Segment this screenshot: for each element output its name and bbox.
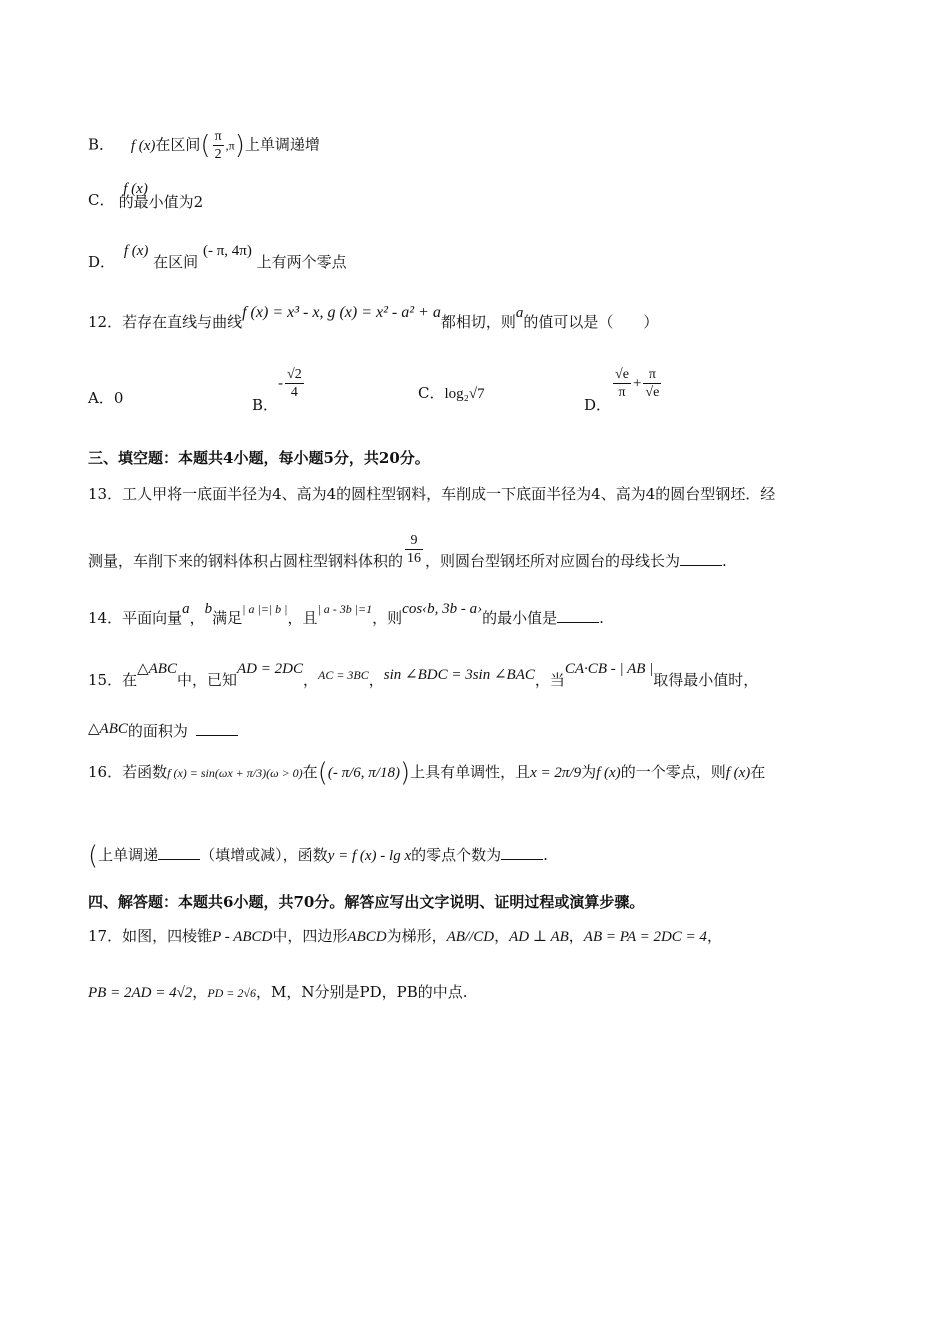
- q16-line2: (上单调递 （填增或减），函数y = f (x) - lg x的零点个数为 .: [88, 841, 548, 871]
- q15-line1: 15．在△ABC中，已知AD = 2DC，$_{AC = 3BC}$，sin ∠BDC = 3sin ∠BAC，当CA·CB - | AB |取得最小值时，: [88, 661, 759, 689]
- q14-answer-blank: [557, 608, 599, 623]
- section-3-title: 三、填空题：本题共4小题，每小题5分，共20分。: [88, 449, 430, 467]
- q15-answer-blank: [196, 721, 238, 736]
- q13-line2: 测量，车削下来的钢料体积占圆柱型钢料体积的 $\frac{9}{16}$ ，则圆台型钢坯所对应圆台的母线长为 .: [88, 533, 727, 570]
- q11-option-d: D． f (x) 在区间 (- π, 4π) 上有两个零点: [88, 243, 347, 271]
- q11-b-expr: f (x): [130, 137, 156, 154]
- q11-option-b: B． f (x)在区间( $\frac{\pi}{2}$ ,π)上单调递增: [88, 129, 320, 162]
- q12-option-b: B．- $\frac{√2}{4}$: [252, 367, 302, 414]
- q12-option-c: C．log₂√7: [418, 384, 485, 402]
- q13-line1: 13．工人甲将一底面半径为4、高为4的圆柱型钢料，车削成一下底面半径为4、高为4的圆台型钢坯．经: [88, 485, 776, 503]
- section-4-title: 四、解答题：本题共6小题，共70分。解答应写出文字说明、证明过程或演算步骤。: [88, 893, 645, 911]
- q14-line: 14．平面向量a，b满足| a |=| b |，且| a - 3b |=1，则cos‹b, 3b - a›的最小值是 .: [88, 601, 604, 627]
- q11-option-c: C． f (x) 的最小值为2: [88, 181, 204, 211]
- q17-line1: 17．如图，四棱锥P - ABCD中，四边形ABCD为梯形，AB//CD，AD ⊥ AB，AB = PA = 2DC = 4，: [88, 927, 722, 945]
- q12-option-d: D． $\frac{√e}{\pi}$ + $\frac{\pi}{√e}$: [584, 367, 660, 414]
- q13-answer-blank: [680, 551, 722, 566]
- q17-line2: PB = 2AD = 4√2，PD = 2√6，M，N分别是PD，PB的中点.: [88, 983, 468, 1001]
- q15-line2: △ABC的面积为: [88, 718, 238, 739]
- q16-line1: 16．若函数f (x) = sin(ωx + π/3)(ω > 0)在((- π/6, π/18))上具有单调性，且x = 2π/9为f (x)的一个零点，则f (x)在: [88, 758, 766, 788]
- q12-option-a: A．0: [88, 389, 124, 407]
- q12-expr: f (x) = x³ - x, g (x) = x² - a² + a: [242, 304, 441, 321]
- q16-blank-1: [158, 845, 200, 860]
- q16-blank-2: [501, 845, 543, 860]
- q12-stem: 12．若存在直线与曲线f (x) = x³ - x, g (x) = x² - a² + a都相切，则a的值可以是（ ）: [88, 304, 659, 331]
